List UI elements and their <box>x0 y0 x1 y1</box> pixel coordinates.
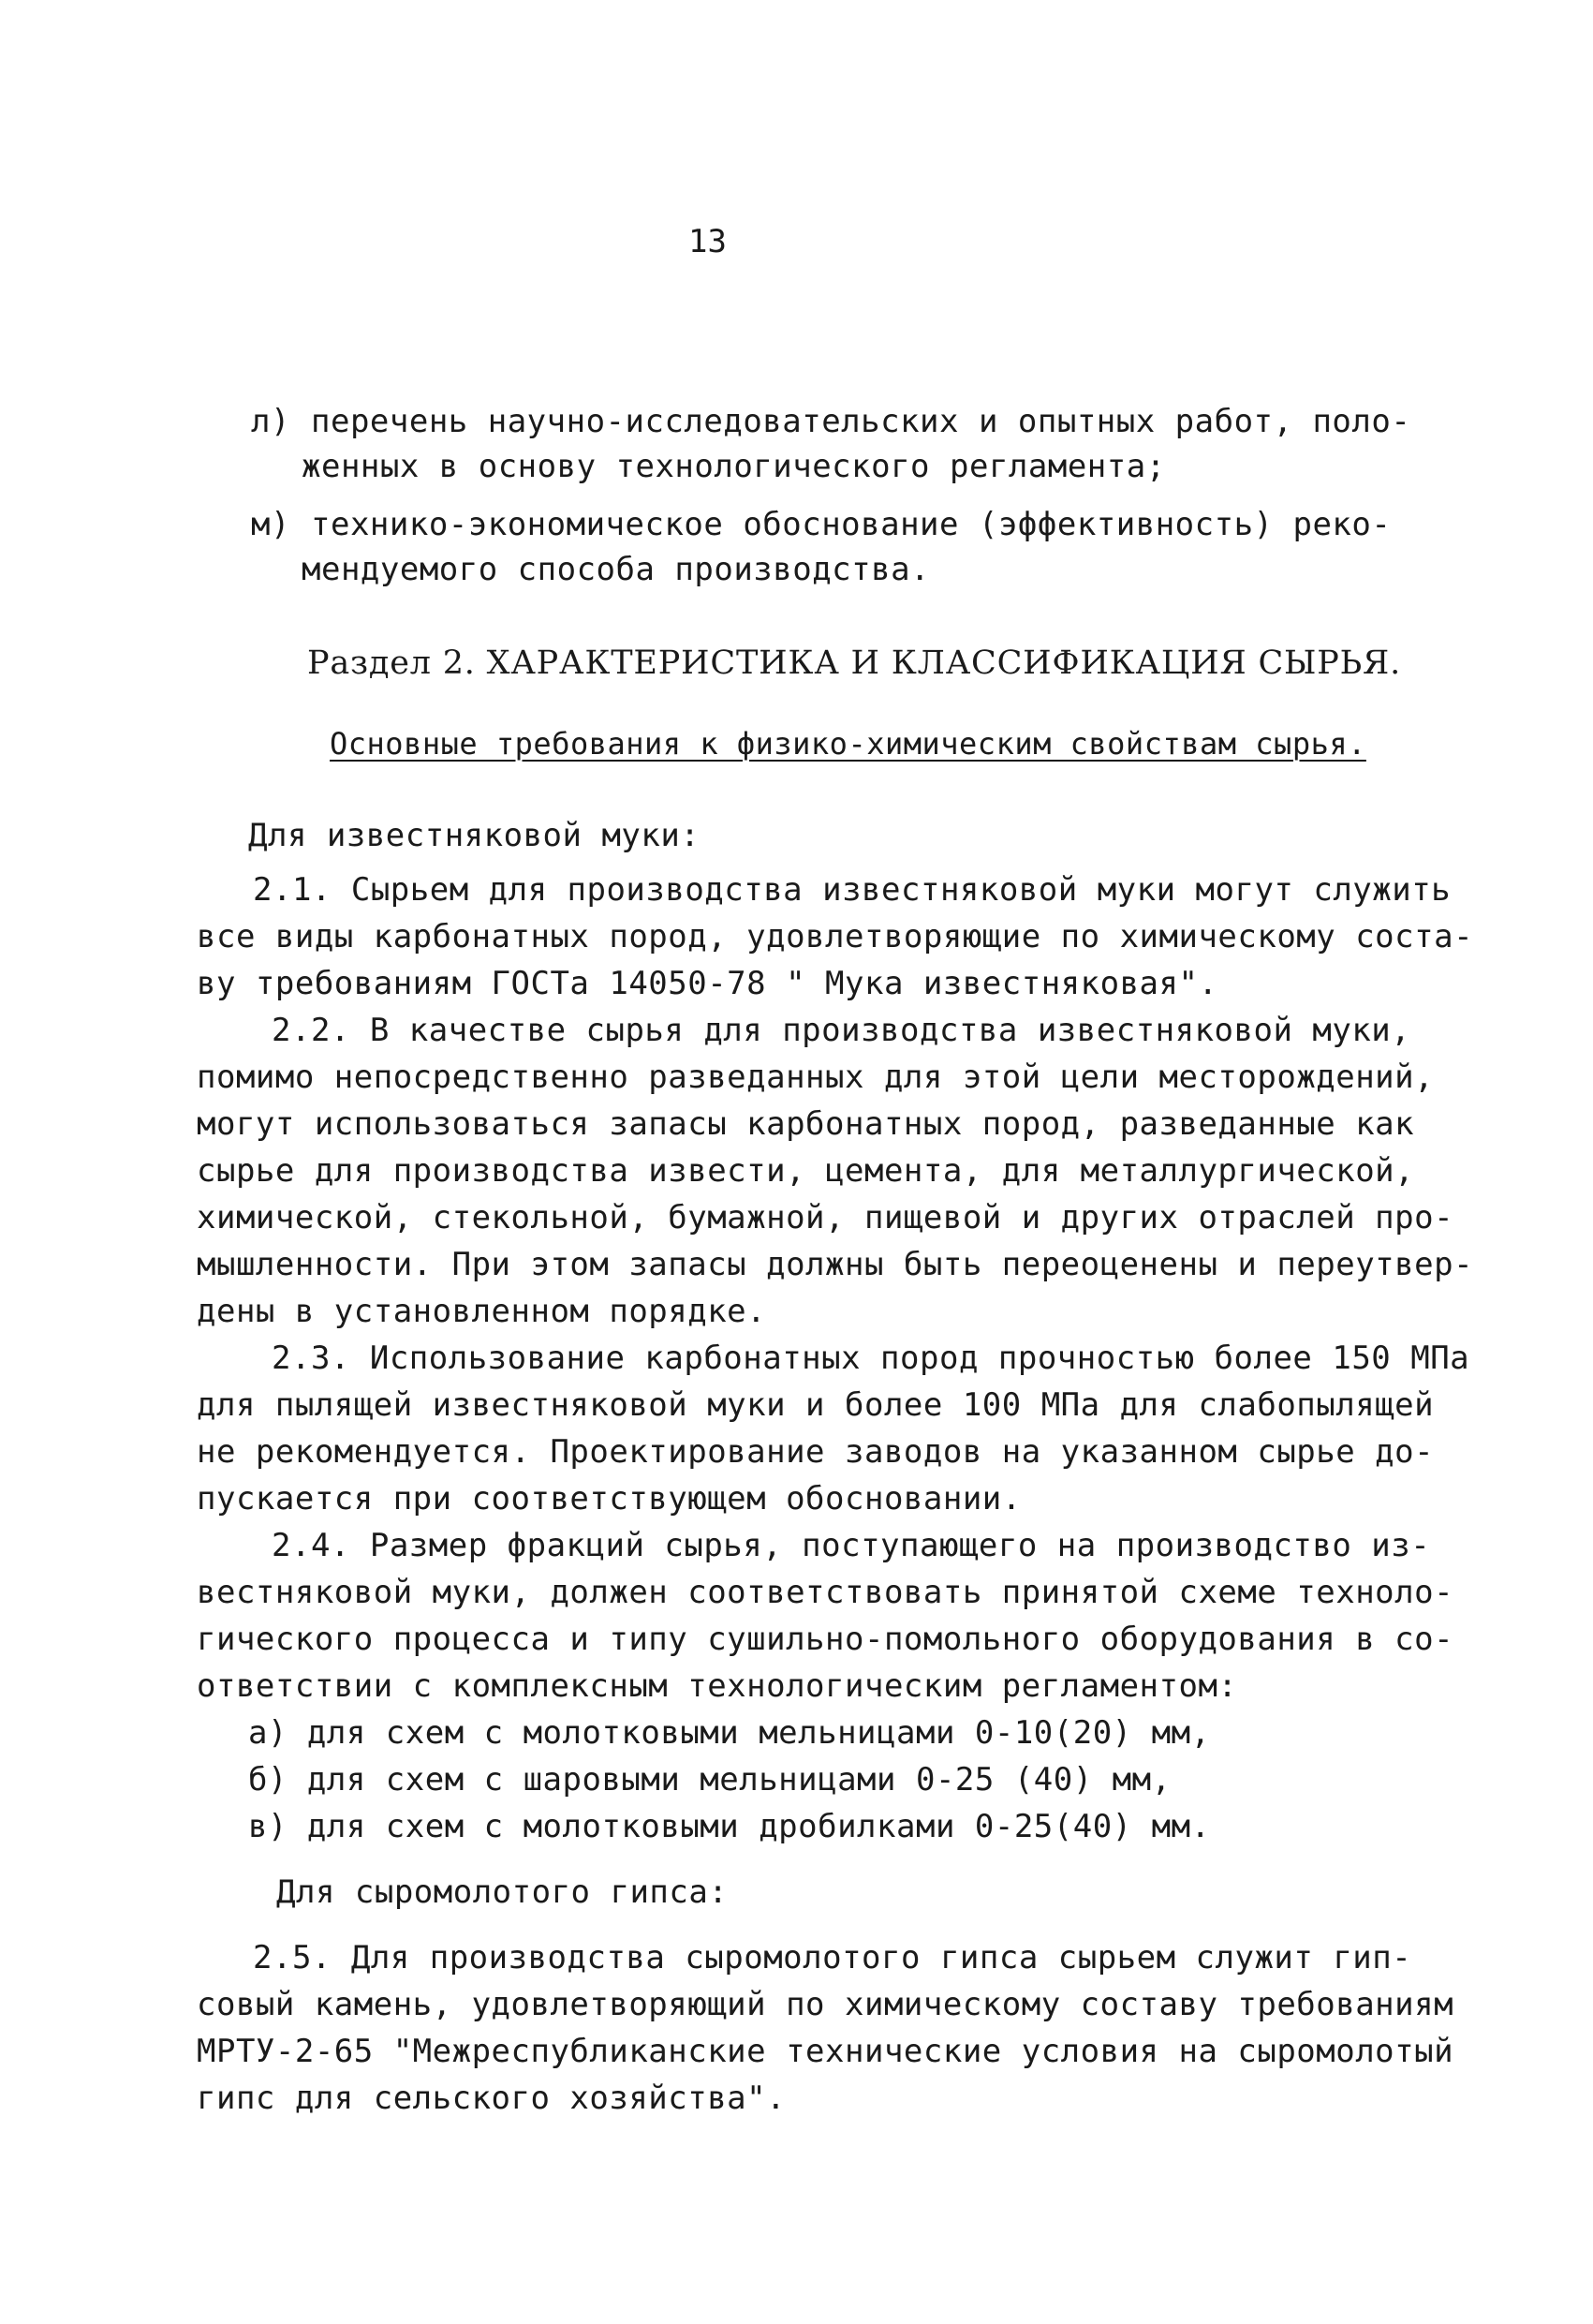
paragraph-2-3-line: не рекомендуется. Проектирование заводов на указанном сырье до- <box>197 1433 1435 1471</box>
fraction-item-a: а) для схем с молотковыми мельницами 0-10(20) мм, <box>248 1714 1211 1752</box>
gypsum-heading: Для сыромолотого гипса: <box>276 1873 729 1911</box>
list-item-m-line-1: технико-экономическое обоснование (эффективность) реко- <box>311 506 1392 543</box>
paragraph-2-5-line: гипс для сельского хозяйства". <box>197 2080 787 2117</box>
limestone-heading: Для известняковой муки: <box>248 817 701 854</box>
list-item-l-line-2: женных в основу технологического регламента; <box>302 448 1166 485</box>
paragraph-2-3-line: 2.3. Использование карбонатных пород прочностью более 150 МПа <box>272 1340 1470 1377</box>
paragraph-2-5-line: МРТУ-2-65 "Межреспубликанские технические условия на сыромолотый <box>197 2033 1454 2070</box>
paragraph-2-4-line: 2.4. Размер фракций сырья, поступающего на производство из- <box>272 1527 1431 1564</box>
page-number: 13 <box>688 223 727 260</box>
fraction-item-v: в) для схем с молотковыми дробилками 0-25(40) мм. <box>248 1808 1211 1845</box>
paragraph-2-2-line: мышленности. При этом запасы должны быть переоценены и переутвер- <box>197 1246 1474 1283</box>
list-item-m-line-2: мендуемого способа производства. <box>302 551 931 588</box>
paragraph-2-2-line: помимо непосредственно разведанных для этой цели месторождений, <box>197 1058 1435 1096</box>
paragraph-2-2-line: дены в установленном порядке. <box>197 1293 767 1330</box>
paragraph-2-5-line: совый камень, удовлетворяющий по химическому составу требованиям <box>197 1986 1454 2023</box>
paragraph-2-5-line: 2.5. Для производства сыромолотого гипса сырьем служит гип- <box>253 1939 1412 1976</box>
list-marker-m: м) <box>251 506 290 543</box>
paragraph-2-1-line: все виды карбонатных пород, удовлетворяющие по химическому соста- <box>197 918 1474 955</box>
paragraph-2-4-line: вестняковой муки, должен соответствовать принятой схеме техноло- <box>197 1574 1454 1611</box>
section-heading: Раздел 2. ХАРАКТЕРИСТИКА И КЛАССИФИКАЦИЯ СЫРЬЯ. <box>307 644 1402 682</box>
paragraph-2-4-line: ответствии с комплексным технологическим регламентом: <box>197 1667 1238 1705</box>
paragraph-2-2-line: сырье для производства извести, цемента, для металлургической, <box>197 1152 1415 1190</box>
paragraph-2-1-line: ву требованиям ГОСТа 14050-78 " Мука известняковая". <box>197 965 1218 1002</box>
list-marker-l: л) <box>251 403 290 440</box>
paragraph-2-2-line: 2.2. В качестве сырья для производства известняковой муки, <box>272 1012 1411 1049</box>
fraction-item-b: б) для схем с шаровыми мельницами 0-25 (40) мм, <box>248 1761 1172 1799</box>
list-item-l-line-1: перечень научно-исследовательских и опытных работ, поло- <box>311 403 1411 440</box>
paragraph-2-1-line: 2.1. Сырьем для производства известняковой муки могут служить <box>253 871 1452 909</box>
paragraph-2-4-line: гического процесса и типу сушильно-помольного оборудования в со- <box>197 1621 1454 1658</box>
paragraph-2-2-line: могут использоваться запасы карбонатных пород, разведанные как <box>197 1105 1415 1143</box>
paragraph-2-2-line: химической, стекольной, бумажной, пищевой и других отраслей про- <box>197 1199 1454 1236</box>
paragraph-2-3-line: пускается при соответствующем обосновании. <box>197 1480 1022 1517</box>
paragraph-2-3-line: для пылящей известняковой муки и более 100 МПа для слабопылящей <box>197 1386 1435 1424</box>
subheading: Основные требования к физико-химическим свойствам сырья. <box>330 726 1366 762</box>
